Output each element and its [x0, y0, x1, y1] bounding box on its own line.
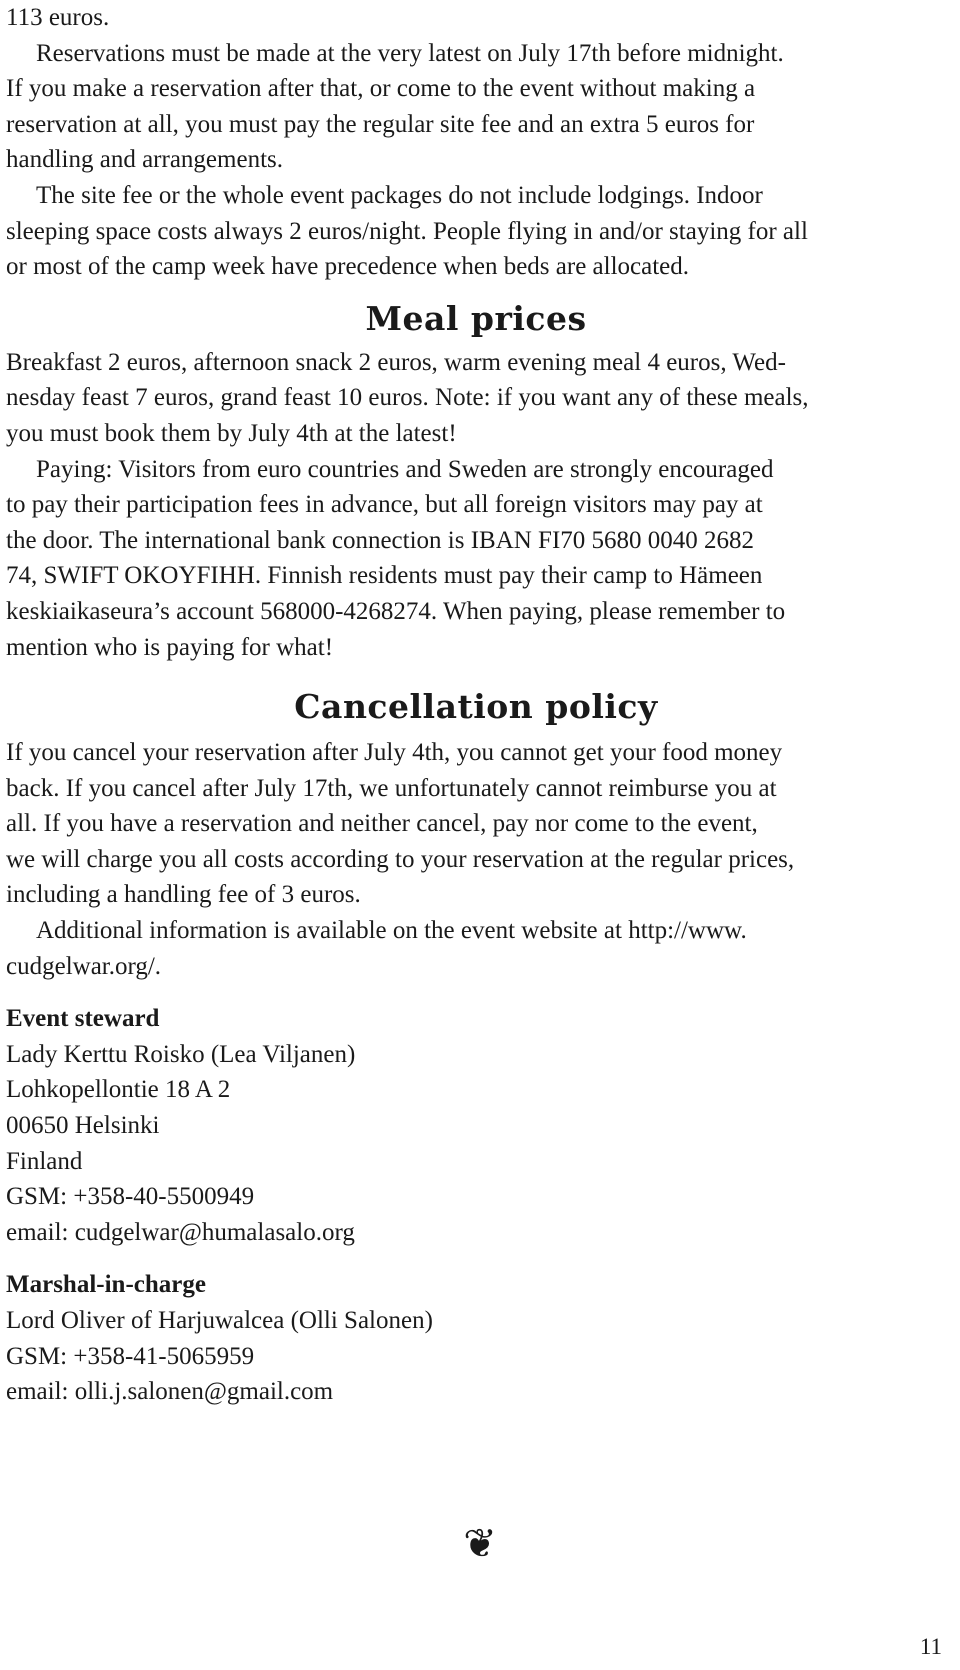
contact-line: Lord Oliver of Harjuwalcea (Olli Salonen): [6, 1307, 433, 1334]
text-line: reservation at all, you must pay the regular site fee and an extra 5 euros for: [6, 110, 755, 138]
marshal-label: Marshal-in-charge: [6, 1271, 206, 1299]
text-line: Reservations must be made at the very latest on July 17th before midnight.: [36, 39, 784, 67]
contact-line: Lohkopellontie 18 A 2: [6, 1076, 231, 1104]
text-line: The site fee or the whole event packages do not include lodgings. Indoor: [36, 181, 763, 209]
meal-prices-heading: Meal prices: [365, 298, 587, 338]
text-line: you must book them by July 4th at the latest!: [6, 419, 457, 447]
text-line: all. If you have a reservation and neither cancel, pay nor come to the event,: [6, 810, 758, 838]
text-line: If you cancel your reservation after July 4th, you cannot get your food money: [6, 739, 783, 767]
text-line: keskiaikaseura’s account 568000-4268274. When paying, please remember to: [6, 597, 786, 625]
event-steward-label: Event steward: [6, 1005, 160, 1033]
text-line: If you make a reservation after that, or come to the event without making a: [6, 75, 756, 103]
text-line: back. If you cancel after July 17th, we unfortunately cannot reimburse you at: [6, 774, 777, 802]
page-number: 11: [919, 1634, 942, 1659]
text-line: 113 euros.: [6, 4, 110, 31]
contact-line: email: olli.j.salonen@gmail.com: [6, 1378, 334, 1406]
cancellation-policy-heading: Cancellation policy: [294, 687, 658, 727]
page-content: [6, 0, 946, 1410]
text-line: we will charge you all costs according to your reservation at the regular prices,: [6, 845, 795, 873]
text-line: handling and arrangements.: [6, 146, 283, 174]
text-line: cudgelwar.org/.: [6, 952, 162, 980]
text-line: to pay their participation fees in advance, but all foreign visitors may pay at: [6, 491, 763, 519]
contact-line: 00650 Helsinki: [6, 1112, 160, 1140]
text-line: nesday feast 7 euros, grand feast 10 euros. Note: if you want any of these meals,: [6, 384, 809, 412]
text-line: Additional information is available on the event website at http://www.: [36, 917, 747, 945]
contact-line: GSM: +358-41-5065959: [6, 1342, 255, 1370]
leaf-ornament-icon: ❦: [463, 1521, 497, 1566]
text-line: or most of the camp week have precedence when beds are allocated.: [6, 253, 690, 281]
text-line: sleeping space costs always 2 euros/night. People flying in and/or staying for all: [6, 217, 808, 245]
contact-line: GSM: +358-40-5500949: [6, 1183, 255, 1211]
contact-line: Lady Kerttu Roisko (Lea Viljanen): [6, 1040, 356, 1068]
contact-line: Finland: [6, 1147, 83, 1175]
marshal-block: [6, 1267, 946, 1409]
text-line: Breakfast 2 euros, afternoon snack 2 euros, warm evening meal 4 euros, Wed-: [6, 348, 786, 376]
text-line: Paying: Visitors from euro countries and Sweden are strongly encouraged: [36, 455, 774, 483]
text-line: including a handling fee of 3 euros.: [6, 881, 361, 909]
contact-line: email: cudgelwar@humalasalo.org: [6, 1218, 355, 1246]
event-steward-block: [6, 1001, 946, 1250]
text-line: mention who is paying for what!: [6, 633, 334, 661]
text-line: 74, SWIFT OKOYFIHH. Finnish residents must pay their camp to Hämeen: [6, 562, 763, 590]
text-line: the door. The international bank connection is IBAN FI70 5680 0040 2682: [6, 526, 755, 554]
